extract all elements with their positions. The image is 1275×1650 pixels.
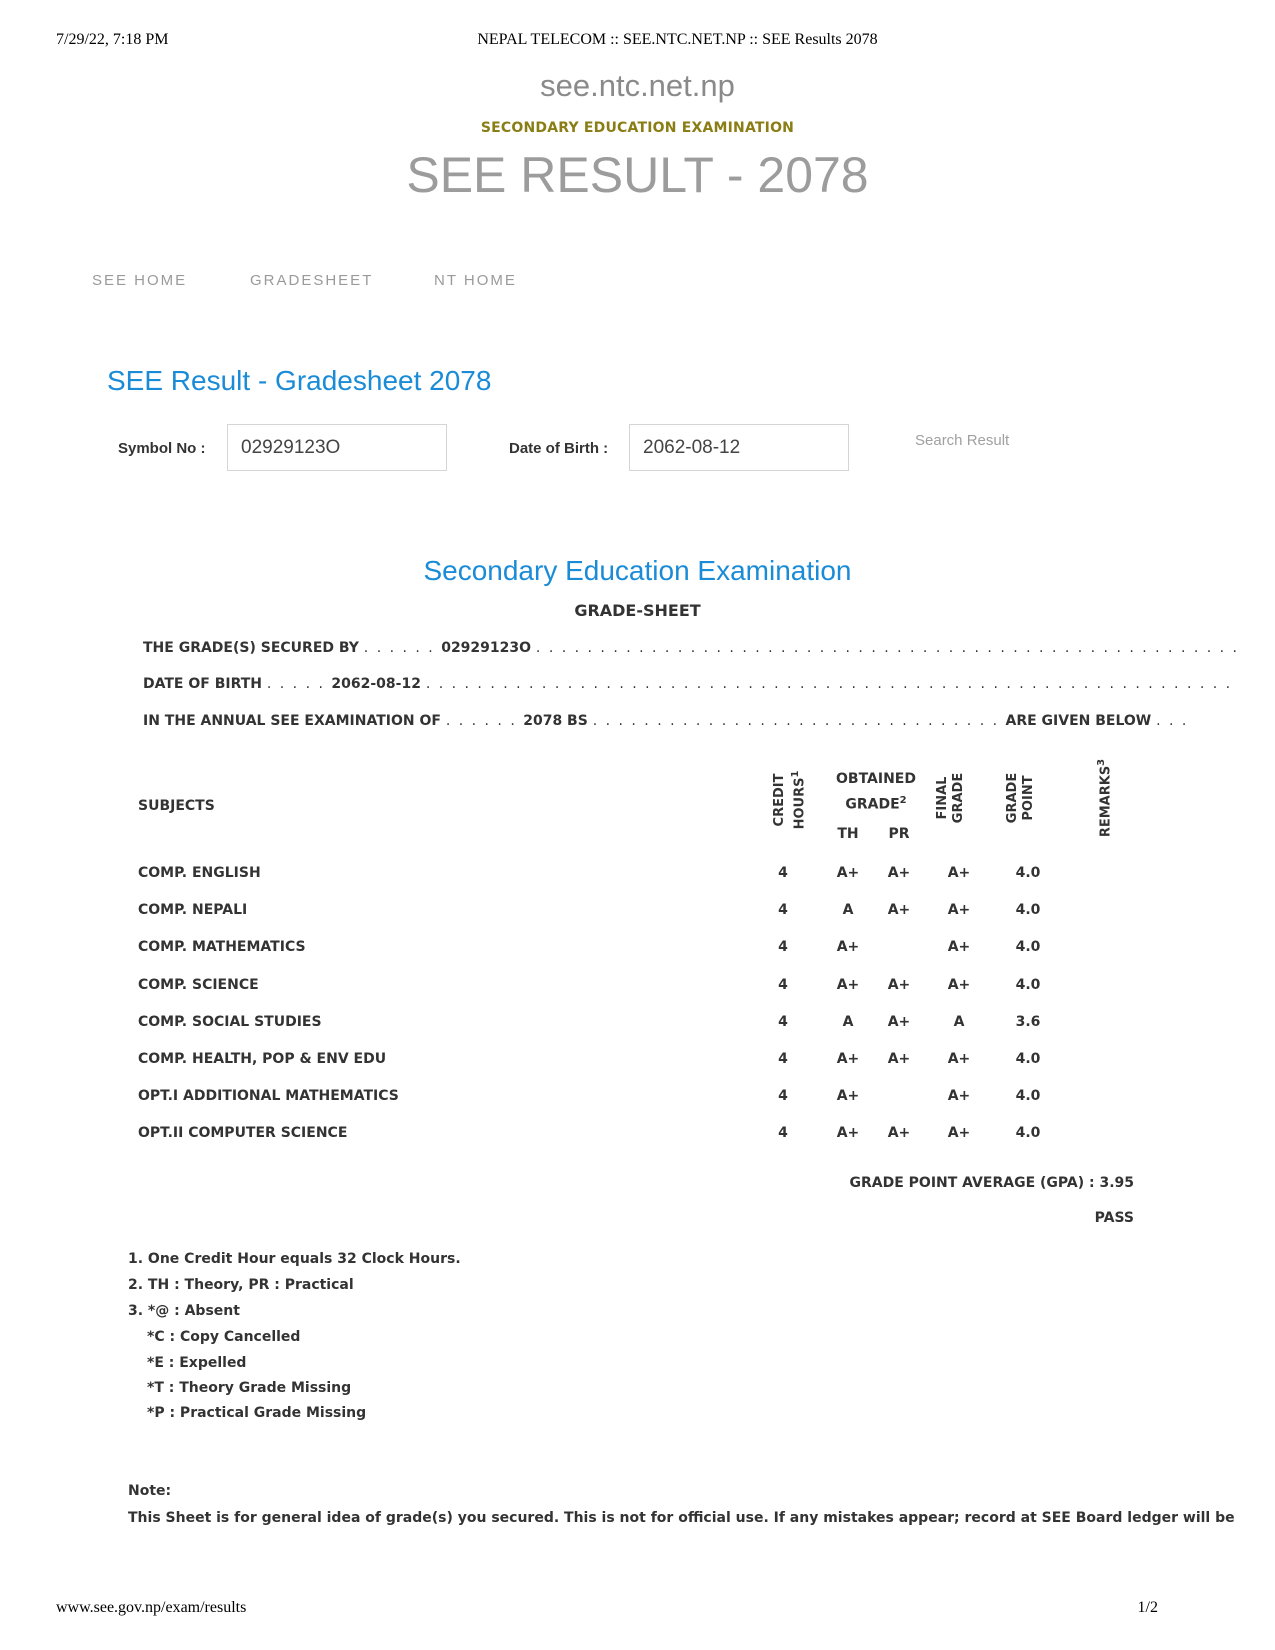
header-final-grade: FINAL GRADE (935, 772, 966, 824)
footnote-1: 1. One Credit Hour equals 32 Clock Hours. (128, 1251, 461, 1267)
print-page-title: NEPAL TELECOM :: SEE.NTC.NET.NP :: SEE Results 2078 (477, 31, 878, 48)
nav-gradesheet[interactable]: GRADESHEET (250, 272, 374, 289)
footnote-practical-missing: *P : Practical Grade Missing (147, 1405, 367, 1421)
form-title: SEE Result - Gradesheet 2078 (107, 365, 492, 396)
row-final: A+ (947, 977, 971, 993)
header-pr: PR (888, 826, 910, 842)
info-exam-label: IN THE ANNUAL SEE EXAMINATION OF (143, 713, 441, 729)
print-url: www.see.gov.np/exam/results (56, 1599, 247, 1616)
row-credit: 4 (778, 977, 788, 993)
row-final: A+ (947, 865, 971, 881)
row-pr: A+ (887, 865, 911, 881)
row-credit: 4 (778, 865, 788, 881)
symbol-input[interactable] (227, 424, 447, 471)
info-symbol-value: 02929123O (441, 640, 532, 656)
info-line-exam: IN THE ANNUAL SEE EXAMINATION OF . . . . . . 2078 BS . . . . . . . . . . . . . . . . . . . . . . . . . . . . . . . . ARE GIVEN BELOW . . . (143, 713, 1189, 729)
header-grade-point: GRADE POINT (1005, 772, 1036, 824)
footnote-expelled: *E : Expelled (147, 1355, 247, 1371)
row-final: A+ (947, 939, 971, 955)
row-subject: COMP. SOCIAL STUDIES (138, 1014, 322, 1030)
header-th: TH (837, 826, 859, 842)
gpa-summary (850, 1175, 1135, 1191)
row-subject: COMP. SCIENCE (138, 977, 259, 993)
row-th: A (842, 1014, 854, 1030)
row-point: 4.0 (1015, 977, 1041, 993)
nav-see-home[interactable]: SEE HOME (92, 272, 188, 289)
row-pr: A+ (887, 977, 911, 993)
row-subject: COMP. HEALTH, POP & ENV EDU (138, 1051, 387, 1067)
row-pr: A+ (887, 1014, 911, 1030)
row-th: A+ (836, 1125, 860, 1141)
row-th: A+ (836, 865, 860, 881)
print-datetime: 7/29/22, 7:18 PM (56, 31, 169, 48)
row-subject: OPT.I ADDITIONAL MATHEMATICS (138, 1088, 399, 1104)
row-credit: 4 (778, 1125, 788, 1141)
row-point: 4.0 (1015, 902, 1041, 918)
row-credit: 4 (778, 1051, 788, 1067)
info-symbol-label: THE GRADE(S) SECURED BY (143, 640, 359, 656)
print-page-number: 1/2 (1137, 1599, 1158, 1616)
nav-nt-home[interactable]: NT HOME (434, 272, 517, 289)
row-point: 4.0 (1015, 939, 1041, 955)
info-line-symbol: THE GRADE(S) SECURED BY . . . . . . 02929123O . . . . . . . . . . . . . . . . . . . . . . . . . . . . . . . . . . . . . . . . . . . . . . . . . . . . . . . (143, 640, 1239, 656)
dob-label: Date of Birth : (509, 440, 609, 457)
row-credit: 4 (778, 1014, 788, 1030)
row-point: 4.0 (1015, 1088, 1041, 1104)
row-pr: A+ (887, 902, 911, 918)
row-point: 4.0 (1015, 1051, 1041, 1067)
search-result-button[interactable]: Search Result (915, 432, 1010, 449)
row-final: A+ (947, 1051, 971, 1067)
row-credit: 4 (778, 939, 788, 955)
row-final: A+ (947, 1125, 971, 1141)
gpa-value: 3.95 (1099, 1175, 1134, 1191)
row-pr: A+ (887, 1125, 911, 1141)
info-line-dob: DATE OF BIRTH . . . . . 2062-08-12 . . . . . . . . . . . . . . . . . . . . . . . . . . . . . . . . . . . . . . . . . . . . . . . . . . . . . . . . . . . . . . . (143, 676, 1233, 692)
row-subject: OPT.II COMPUTER SCIENCE (138, 1125, 348, 1141)
row-credit: 4 (778, 1088, 788, 1104)
print-footer (0, 1599, 1275, 1619)
gradesheet-subtitle: GRADE-SHEET (574, 601, 701, 620)
row-pr: A+ (887, 1051, 911, 1067)
gradesheet-title: Secondary Education Examination (423, 555, 852, 586)
row-th: A+ (836, 977, 860, 993)
row-point: 4.0 (1015, 865, 1041, 881)
row-point: 3.6 (1015, 1014, 1041, 1030)
site-url: see.ntc.net.np (540, 68, 735, 103)
info-exam-suffix: ARE GIVEN BELOW (1005, 713, 1152, 729)
print-header (0, 31, 1275, 51)
info-dob-value: 2062-08-12 (331, 676, 421, 692)
row-subject: COMP. ENGLISH (138, 865, 261, 881)
info-dob-label: DATE OF BIRTH (143, 676, 262, 692)
row-th: A (842, 902, 854, 918)
footnote-2: 2. TH : Theory, PR : Practical (128, 1277, 354, 1293)
result-status: PASS (1094, 1210, 1134, 1226)
header-remarks: REMARKS$^3$ (1096, 758, 1114, 838)
row-credit: 4 (778, 902, 788, 918)
header-credit-hours: CREDIT HOURS$^1$ (772, 770, 808, 830)
row-th: A+ (836, 939, 860, 955)
site-subtitle: SECONDARY EDUCATION EXAMINATION (480, 120, 795, 136)
row-final: A+ (947, 1088, 971, 1104)
symbol-label: Symbol No : (118, 440, 206, 457)
info-exam-value: 2078 BS (523, 713, 588, 729)
note-text: This Sheet is for general idea of grade(s) you secured. This is not for official use. If any mistakes appear; record at SEE Board ledger will be (128, 1510, 1235, 1526)
row-th: A+ (836, 1051, 860, 1067)
footnote-theory-missing: *T : Theory Grade Missing (147, 1380, 352, 1396)
row-final: A+ (947, 902, 971, 918)
footnote-3: 3. *@ : Absent (128, 1303, 240, 1319)
row-final: A (953, 1014, 965, 1030)
header-obtained-grade: OBTAINED GRADE$^2$ (836, 771, 916, 813)
gpa-label: GRADE POINT AVERAGE (GPA) : (849, 1175, 1095, 1191)
row-th: A+ (836, 1088, 860, 1104)
row-point: 4.0 (1015, 1125, 1041, 1141)
row-subject: COMP. NEPALI (138, 902, 248, 918)
row-subject: COMP. MATHEMATICS (138, 939, 306, 955)
dob-input[interactable] (629, 424, 849, 471)
note-label: Note: (128, 1483, 172, 1499)
footnote-copy-cancelled: *C : Copy Cancelled (147, 1329, 301, 1345)
header-subjects: SUBJECTS (138, 798, 215, 814)
site-title: SEE RESULT - 2078 (406, 147, 869, 203)
